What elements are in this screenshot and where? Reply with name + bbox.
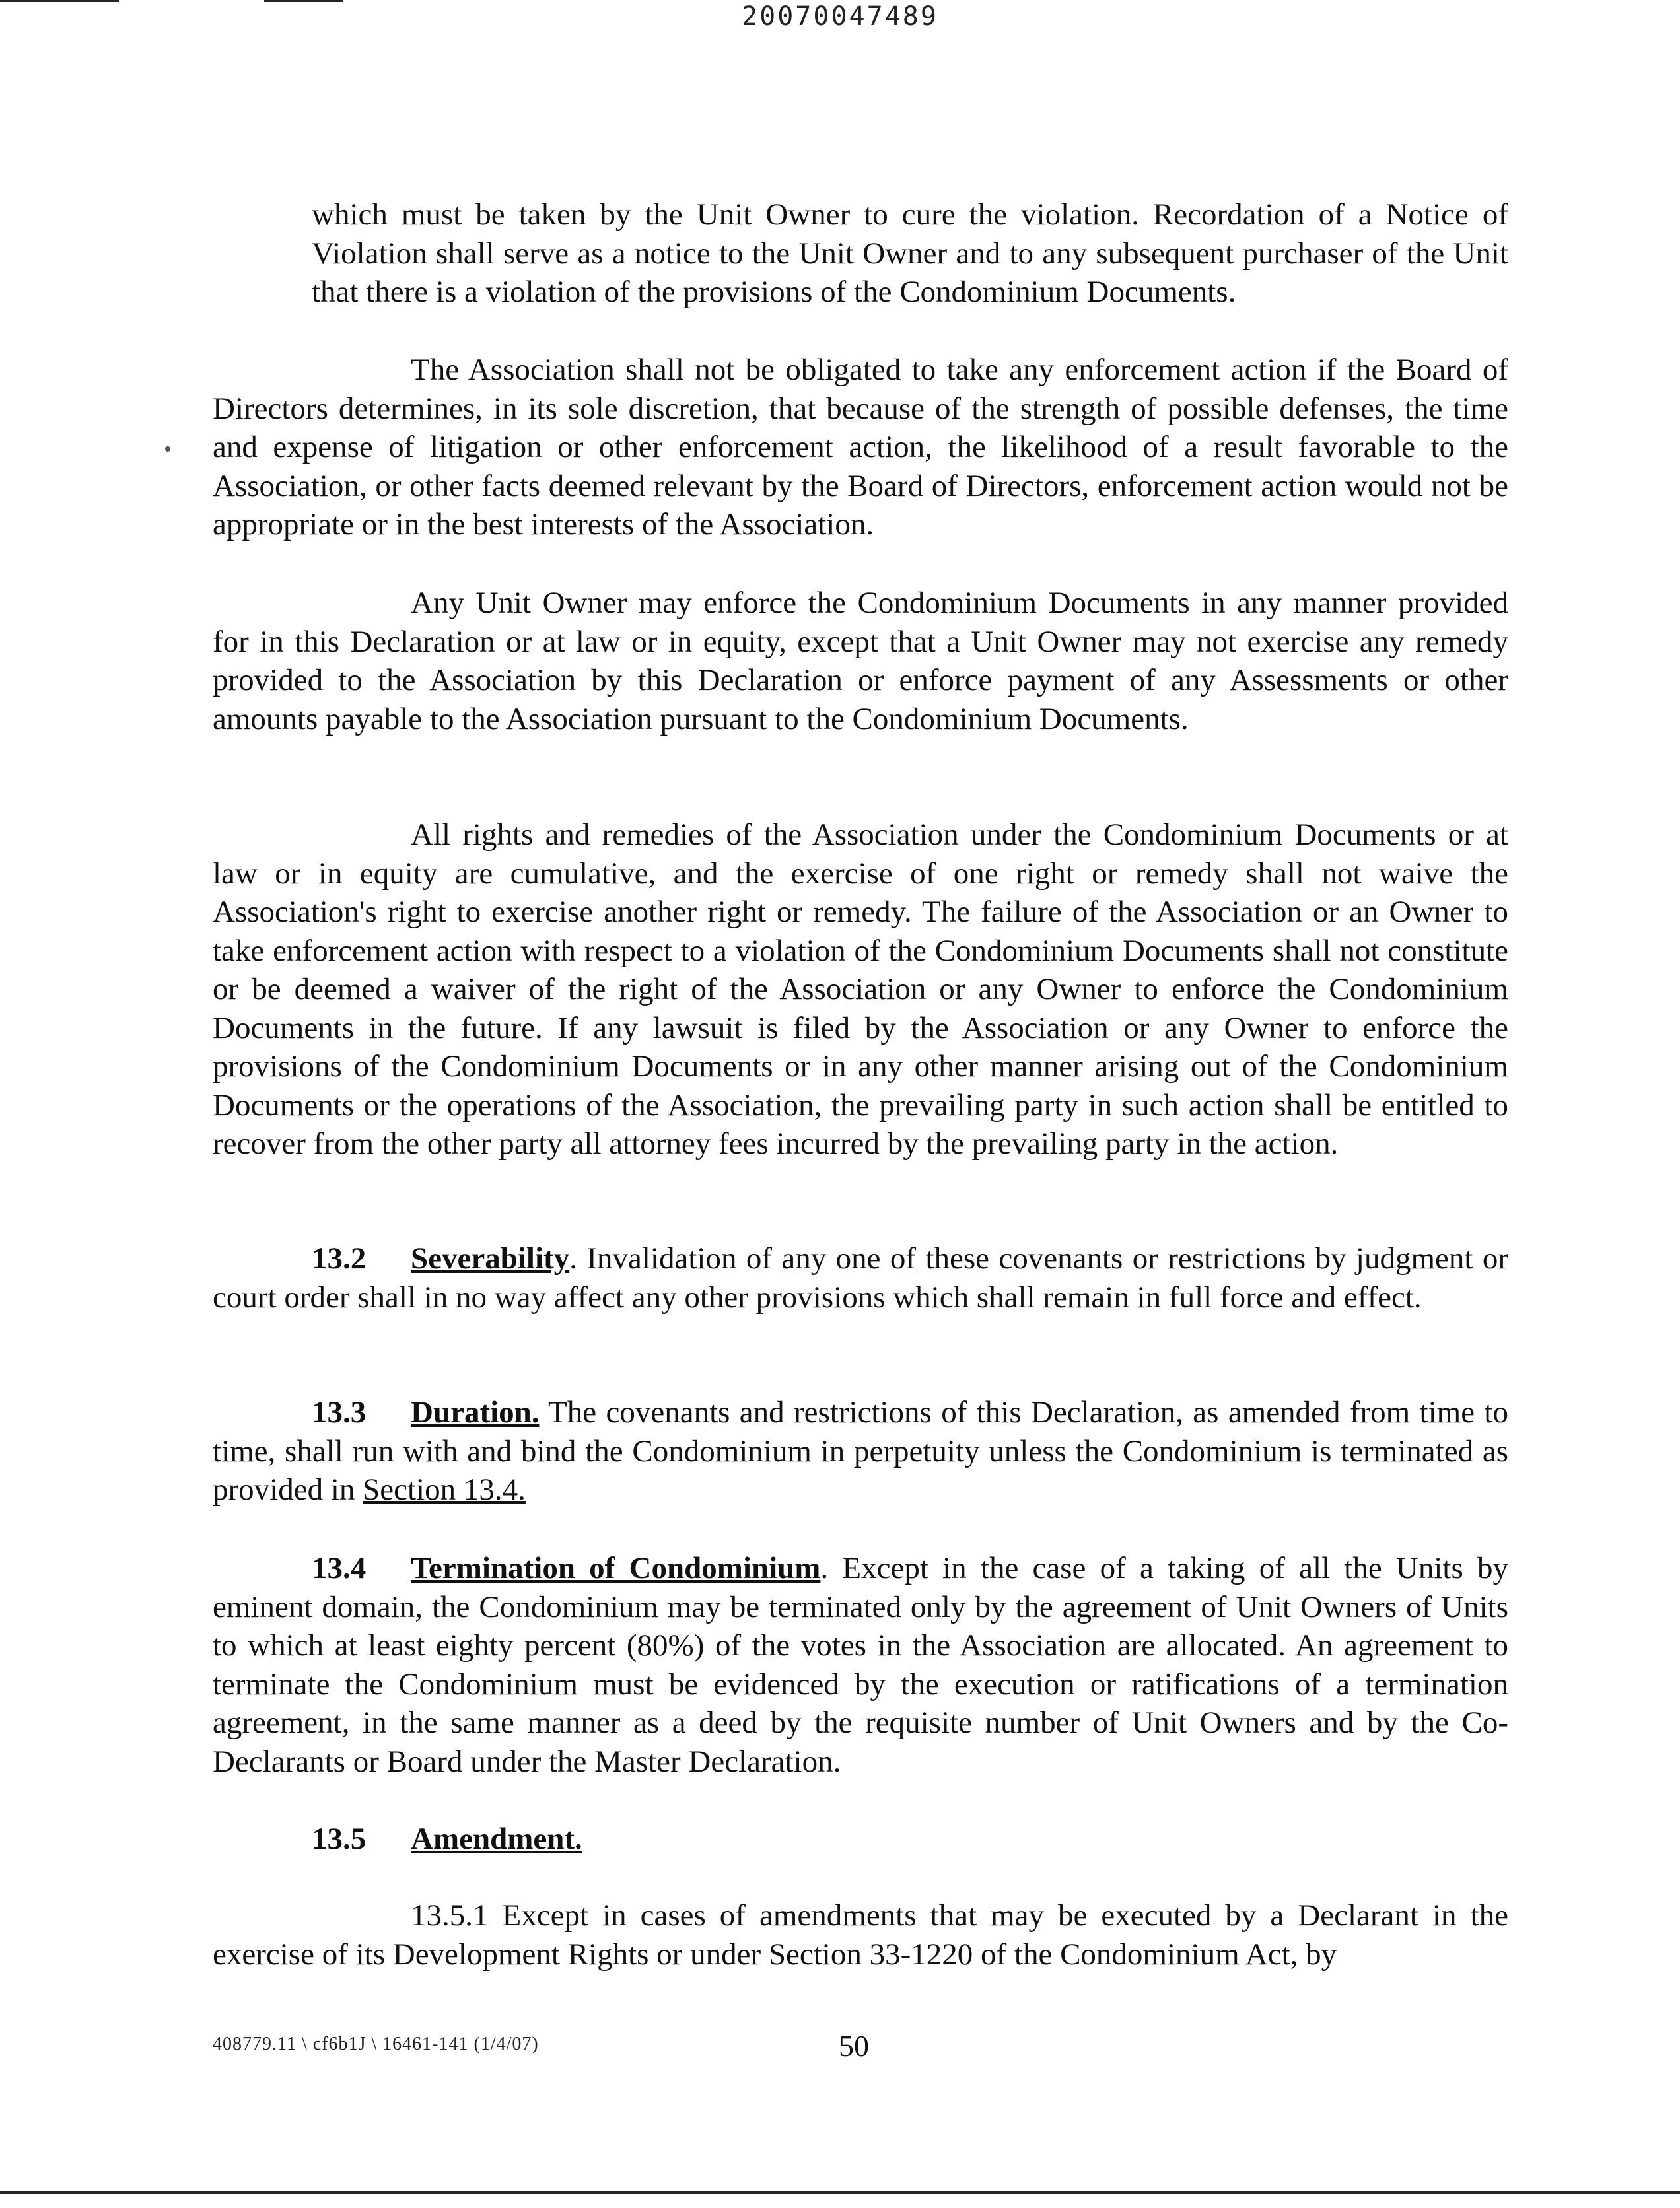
- section-13-3: [213, 1393, 1508, 1509]
- section-13-2: [213, 1239, 1508, 1317]
- section-title: Amendment.: [411, 1822, 582, 1856]
- paragraph-text: Any Unit Owner may enforce the Condominium Documents in any manner provided for in this Declaration or at law or in equity, except that a Unit Owner may not exercise any remedy provided to the Association by this Declaration or enforce payment of any Assessments or other amounts payable to the Association pursuant to the Condominium Documents.: [213, 586, 1508, 736]
- bottom-scan-rule: [0, 2191, 1680, 2194]
- section-text: . Except in the case of a taking of all the Units by eminent domain, the Condominium may be terminated only by the agreement of Unit Owners of Units to which at least eighty percent (80%) of the votes in the Association are allocated. An agreement to terminate the Condominium must be evidenced by the execution or ratifications of a termination agreement, in the same manner as a deed by the requisite number of Unit Owners and by the Co-Declarants or Board under the Master Declaration.: [213, 1551, 1508, 1779]
- section-number: 13.5: [312, 1822, 367, 1856]
- paragraph-text: which must be taken by the Unit Owner to cure the violation. Recordation of a Notice of Violation shall serve as a notice to the Unit Owner and to any subsequent purchaser of the Unit that there is a violation of the provisions of the Condominium Documents.: [312, 197, 1508, 309]
- section-number: 13.2: [312, 1241, 367, 1276]
- paragraph-cumulative-remedies: [213, 815, 1508, 1163]
- section-title: Severability: [411, 1241, 570, 1276]
- section-number: 13.3: [312, 1395, 367, 1430]
- section-text: . Invalidation of any one of these covenants or restrictions by judgment or court order shall in no way affect any other provisions which shall remain in full force and effect.: [213, 1241, 1508, 1315]
- paragraph-enforcement-discretion: [213, 351, 1508, 544]
- margin-speck: [165, 446, 170, 452]
- paragraph-violation-notice: [213, 195, 1508, 312]
- subsection-text: 13.5.1 Except in cases of amendments that may be executed by a Declarant in the exercise of its Development Rights or under Section 33-1220 of the Condominium Act, by: [213, 1898, 1508, 1972]
- paragraph-text: The Association shall not be obligated to take any enforcement action if the Board of Directors determines, in its sole discretion, that because of the strength of possible defenses, the time and expense of litigation or other enforcement action, the likelihood of a result favorable to the Association, or other facts deemed relevant by the Board of Directors, enforcement action would not be appropriate or in the best interests of the Association.: [213, 353, 1508, 541]
- section-cross-reference: Section 13.4.: [363, 1472, 526, 1507]
- section-13-5: [213, 1820, 1508, 1859]
- section-title: Termination of Condominium: [411, 1551, 821, 1585]
- section-number: 13.4: [312, 1551, 367, 1585]
- section-title: Duration.: [411, 1395, 540, 1430]
- section-text: The covenants and restrictions of this Declaration, as amended from time to time, shall run with and bind the Condominium in perpetuity unless the Condominium is terminated as provided in: [213, 1395, 1508, 1507]
- page-number: 50: [839, 2029, 869, 2063]
- document-number: 20070047489: [742, 1, 938, 32]
- footer-file-reference: 408779.11 \ cf6b1J \ 16461-141 (1/4/07): [213, 2034, 539, 2054]
- section-13-4: [213, 1549, 1508, 1781]
- subsection-13-5-1: [213, 1896, 1508, 1974]
- paragraph-text: All rights and remedies of the Association under the Condominium Documents or at law or in equity are cumulative, and the exercise of one right or remedy shall not waive the Association's right to exercise another right or remedy. The failure of the Association or an Owner to take enforcement action with respect to a violation of the Condominium Documents shall not constitute or be deemed a waiver of the right of the Association or any Owner to enforce the Condominium Documents in the future. If any lawsuit is filed by the Association or any Owner to enforce the provisions of the Condominium Documents or in any other manner arising out of the Condominium Documents or the operations of the Association, the prevailing party in such action shall be entitled to recover from the other party all attorney fees incurred by the prevailing party in the action.: [213, 817, 1508, 1161]
- paragraph-unit-owner-enforcement: [213, 584, 1508, 738]
